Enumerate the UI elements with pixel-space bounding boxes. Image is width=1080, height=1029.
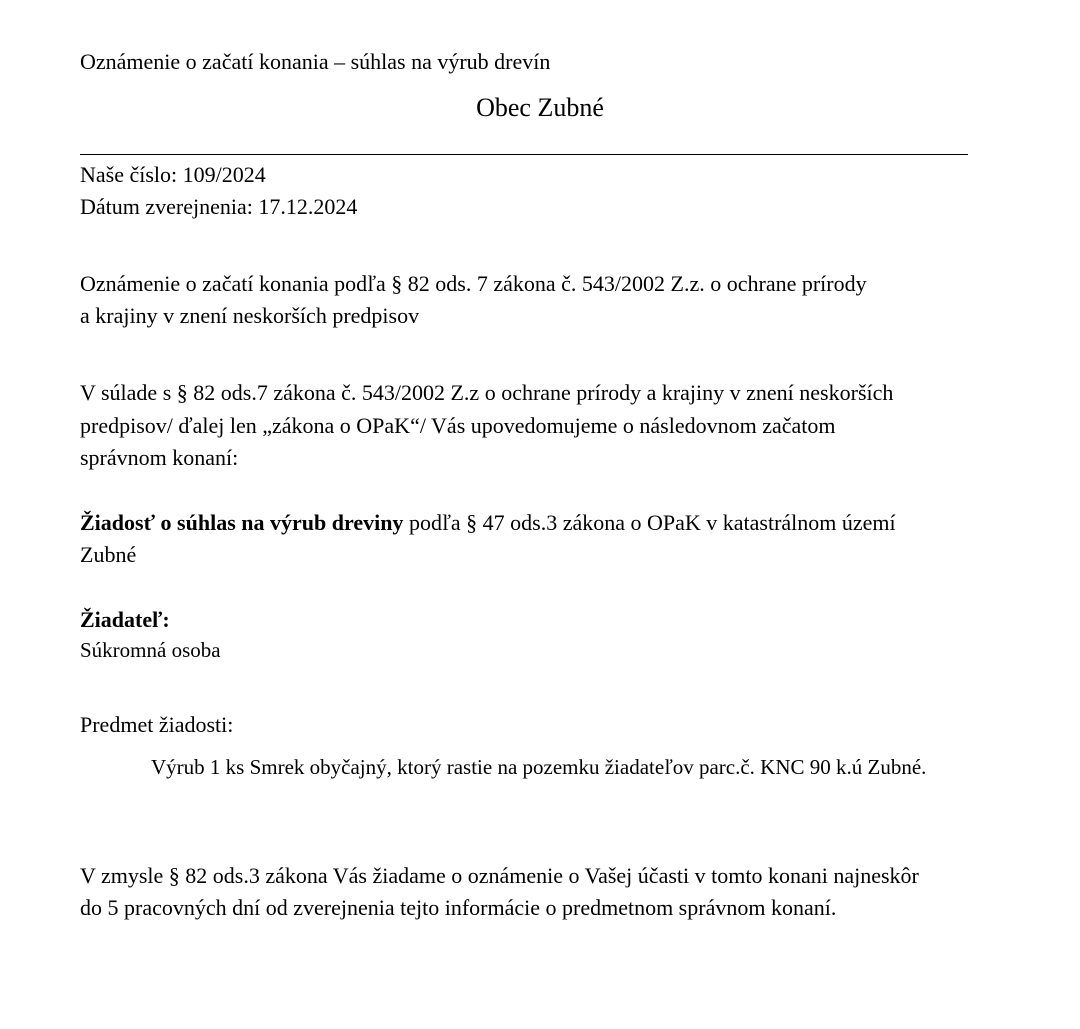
subject-value: Výrub 1 ks Smrek obyčajný, ktorý rastie na pozemku žiadateľov parc.č. KNC 90 k.ú Zubné. <box>151 755 927 779</box>
intro-line-1: V súlade s § 82 ods.7 zákona č. 543/2002 Z.z o ochrane prírody a krajiny v znení neskorších <box>80 380 894 405</box>
title-divider <box>80 154 968 155</box>
closing-line-2: do 5 pracovných dní od zverejnenia tejto informácie o predmetnom správnom konaní. <box>80 895 837 920</box>
intro-line-3: správnom konaní: <box>80 445 239 470</box>
closing-line-1: V zmysle § 82 ods.3 zákona Vás žiadame o oznámenie o Vašej účasti v tomto konani najneskôr <box>80 863 919 888</box>
applicant-value: Súkromná osoba <box>80 638 221 662</box>
notice-title-line-1: Oznámenie o začatí konania podľa § 82 ods. 7 zákona č. 543/2002 Z.z. o ochrane prírody <box>80 271 867 296</box>
document-heading: Oznámenie o začatí konania – súhlas na výrub drevín <box>80 49 551 74</box>
reference-number: Naše číslo: 109/2024 <box>80 162 266 187</box>
municipality-title: Obec Zubné <box>476 93 604 122</box>
notice-title-line-2: a krajiny v znení neskorších predpisov <box>80 303 420 328</box>
request-line-2: Zubné <box>80 542 137 567</box>
subject-label: Predmet žiadosti: <box>80 712 234 737</box>
request-detail: podľa § 47 ods.3 zákona o OPaK v katastrálnom území <box>403 510 896 535</box>
applicant-label: Žiadateľ: <box>80 607 170 632</box>
request-title: Žiadosť o súhlas na výrub dreviny <box>80 510 404 535</box>
request-line-1 <box>80 507 896 539</box>
publication-date: Dátum zverejnenia: 17.12.2024 <box>80 194 358 219</box>
intro-line-2: predpisov/ ďalej len „zákona o OPaK“/ Vás upovedomujeme o následovnom začatom <box>80 413 836 438</box>
